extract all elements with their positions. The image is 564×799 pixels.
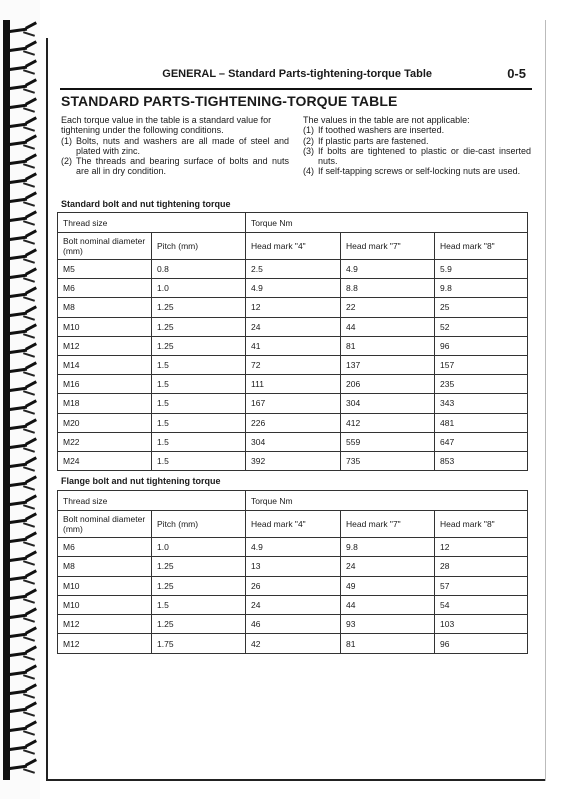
binder-coil: [7, 704, 37, 717]
binder-coil: [7, 761, 37, 774]
binder-coil: [7, 81, 37, 94]
head-mark-4-cell: 4.9: [246, 279, 341, 298]
condition-item: [61, 136, 289, 157]
binder-coil: [7, 308, 37, 321]
binder-coil: [7, 478, 37, 491]
head-mark-7-cell: 206: [341, 375, 435, 394]
column-header-row: [58, 233, 528, 260]
binder-coil: [7, 289, 37, 302]
head-mark-4-cell: 72: [246, 355, 341, 374]
binder-coil: [7, 326, 37, 339]
pitch-cell: 1.5: [152, 432, 246, 451]
bolt-diameter-cell: M6: [58, 279, 152, 298]
head-mark-8-cell: 853: [435, 451, 528, 470]
pitch-cell: 1.25: [152, 576, 246, 595]
head-mark-7-cell: 81: [341, 634, 435, 653]
head-mark-4-cell: 12: [246, 298, 341, 317]
head-mark-7-cell: 9.8: [341, 538, 435, 557]
head-mark-7-cell: 8.8: [341, 279, 435, 298]
table-row: [58, 279, 528, 298]
bolt-diameter-header: Bolt nominal diameter (mm): [58, 233, 152, 260]
binder-coil: [7, 251, 37, 264]
binder-coil: [7, 421, 37, 434]
binder-coil: [7, 402, 37, 415]
bolt-diameter-cell: M5: [58, 260, 152, 279]
binder-coil: [7, 440, 37, 453]
exception-text: If self-tapping screws or self-locking nuts are used.: [318, 166, 521, 177]
binder-coil: [7, 24, 37, 37]
bolt-diameter-cell: M8: [58, 298, 152, 317]
binder-coil: [7, 459, 37, 472]
bolt-diameter-cell: M24: [58, 451, 152, 470]
exception-number: (4): [303, 166, 314, 177]
table-row: [58, 355, 528, 374]
binder-coil: [7, 610, 37, 623]
binder-coil: [7, 270, 37, 283]
head-mark-4-cell: 26: [246, 576, 341, 595]
binder-coil: [7, 194, 37, 207]
table-row: [58, 538, 528, 557]
head-mark-8-cell: 96: [435, 634, 528, 653]
page-right-edge: [545, 20, 546, 781]
binder-coil: [7, 742, 37, 755]
binder-coil: [7, 591, 37, 604]
head-mark-7-cell: 44: [341, 317, 435, 336]
table-row: [58, 394, 528, 413]
bolt-diameter-cell: M14: [58, 355, 152, 374]
table-row: [58, 336, 528, 355]
head-mark-7-cell: 81: [341, 336, 435, 355]
binder-coil: [7, 667, 37, 680]
pitch-header: Pitch (mm): [152, 233, 246, 260]
table-row: [58, 375, 528, 394]
pitch-cell: 1.0: [152, 538, 246, 557]
table-row: [58, 298, 528, 317]
bolt-diameter-cell: M16: [58, 375, 152, 394]
binder-coil: [7, 62, 37, 75]
head-mark-8-cell: 25: [435, 298, 528, 317]
pitch-cell: 1.5: [152, 355, 246, 374]
binder-coil: [7, 232, 37, 245]
head-mark-7-cell: 137: [341, 355, 435, 374]
head-mark-8-cell: 96: [435, 336, 528, 355]
head-mark-7-cell: 559: [341, 432, 435, 451]
torque-header: Torque Nm: [246, 213, 528, 233]
binder-coil: [7, 364, 37, 377]
bolt-diameter-cell: M12: [58, 336, 152, 355]
binder-spine: [0, 0, 40, 799]
page-header: [60, 66, 532, 90]
head-mark-4-header: Head mark "4": [246, 233, 341, 260]
torque-header: Torque Nm: [246, 491, 528, 511]
table-row: [58, 576, 528, 595]
head-mark-4-cell: 304: [246, 432, 341, 451]
binder-coil: [7, 723, 37, 736]
head-mark-7-cell: 4.9: [341, 260, 435, 279]
head-mark-4-cell: 167: [246, 394, 341, 413]
head-mark-8-cell: 481: [435, 413, 528, 432]
bolt-diameter-cell: M10: [58, 317, 152, 336]
pitch-cell: 1.5: [152, 451, 246, 470]
table-row: [58, 413, 528, 432]
bolt-diameter-cell: M20: [58, 413, 152, 432]
table-row: [58, 595, 528, 614]
intro-lead: Each torque value in the table is a standard value for tightening under the following conditions.: [61, 115, 272, 136]
standard-torque-table: [57, 212, 528, 471]
head-mark-8-cell: 9.8: [435, 279, 528, 298]
column-header-row: [58, 511, 528, 538]
head-mark-8-cell: 235: [435, 375, 528, 394]
binder-coil: [7, 497, 37, 510]
head-mark-8-cell: 343: [435, 394, 528, 413]
group-header-row: [58, 213, 528, 233]
pitch-cell: 0.8: [152, 260, 246, 279]
binder-coil: [7, 572, 37, 585]
bolt-diameter-cell: M12: [58, 634, 152, 653]
thread-size-header: Thread size: [58, 491, 246, 511]
table-row: [58, 260, 528, 279]
exception-number: (3): [303, 145, 314, 156]
table-row: [58, 615, 528, 634]
page-bottom-edge: [46, 779, 546, 781]
flange-torque-table: [57, 490, 528, 654]
exception-text: If bolts are tightened to plastic or die-cast inserted nuts.: [318, 145, 531, 167]
bolt-diameter-cell: M18: [58, 394, 152, 413]
exception-number: (2): [303, 135, 314, 146]
condition-number: (2): [61, 156, 72, 167]
binder-coil: [7, 119, 37, 132]
standard-table-title: Standard bolt and nut tightening torque: [61, 199, 231, 209]
head-mark-4-cell: 41: [246, 336, 341, 355]
head-mark-4-cell: 42: [246, 634, 341, 653]
intro-lead: The values in the table are not applicable:: [303, 115, 470, 125]
exception-item: [303, 125, 531, 135]
group-header-row: [58, 491, 528, 511]
head-mark-7-header: Head mark "7": [341, 511, 435, 538]
head-mark-8-cell: 57: [435, 576, 528, 595]
page-left-edge: [46, 38, 48, 780]
page-title: STANDARD PARTS-TIGHTENING-TORQUE TABLE: [61, 93, 398, 109]
bolt-diameter-cell: M8: [58, 557, 152, 576]
binder-coil: [7, 534, 37, 547]
condition-number: (1): [61, 135, 72, 146]
pitch-cell: 1.25: [152, 317, 246, 336]
intro-conditions: [61, 115, 289, 177]
pitch-cell: 1.5: [152, 394, 246, 413]
pitch-cell: 1.5: [152, 413, 246, 432]
head-mark-7-cell: 735: [341, 451, 435, 470]
bolt-diameter-cell: M6: [58, 538, 152, 557]
head-mark-8-header: Head mark "8": [435, 233, 528, 260]
head-mark-4-header: Head mark "4": [246, 511, 341, 538]
head-mark-8-cell: 103: [435, 615, 528, 634]
head-mark-8-cell: 52: [435, 317, 528, 336]
head-mark-7-header: Head mark "7": [341, 233, 435, 260]
pitch-cell: 1.5: [152, 595, 246, 614]
binder-coil: [7, 137, 37, 150]
head-mark-8-cell: 54: [435, 595, 528, 614]
condition-text: Bolts, nuts and washers are all made of steel and plated with zinc.: [76, 135, 289, 156]
bolt-diameter-cell: M12: [58, 615, 152, 634]
head-mark-8-cell: 28: [435, 557, 528, 576]
head-mark-7-cell: 22: [341, 298, 435, 317]
table-row: [58, 432, 528, 451]
head-mark-7-cell: 24: [341, 557, 435, 576]
pitch-cell: 1.75: [152, 634, 246, 653]
head-mark-4-cell: 2.5: [246, 260, 341, 279]
head-mark-4-cell: 392: [246, 451, 341, 470]
binder-coil: [7, 156, 37, 169]
exception-item: [303, 166, 531, 176]
bolt-diameter-cell: M10: [58, 576, 152, 595]
head-mark-8-cell: 12: [435, 538, 528, 557]
pitch-cell: 1.25: [152, 557, 246, 576]
binder-coil: [7, 213, 37, 226]
head-mark-4-cell: 226: [246, 413, 341, 432]
thread-size-header: Thread size: [58, 213, 246, 233]
head-mark-8-cell: 5.9: [435, 260, 528, 279]
head-mark-7-cell: 412: [341, 413, 435, 432]
binder-coil: [7, 515, 37, 528]
condition-item: [61, 156, 289, 177]
header-section-title: GENERAL – Standard Parts-tightening-torque Table: [162, 68, 432, 80]
binder-coil: [7, 686, 37, 699]
pitch-cell: 1.25: [152, 615, 246, 634]
head-mark-4-cell: 24: [246, 595, 341, 614]
head-mark-7-cell: 49: [341, 576, 435, 595]
head-mark-7-cell: 44: [341, 595, 435, 614]
pitch-cell: 1.5: [152, 375, 246, 394]
table-row: [58, 557, 528, 576]
binder-coil: [7, 345, 37, 358]
table-row: [58, 317, 528, 336]
exception-item: [303, 136, 531, 146]
exception-item: [303, 146, 531, 167]
binder-coil: [7, 43, 37, 56]
intro-exceptions: [303, 115, 531, 177]
head-mark-8-header: Head mark "8": [435, 511, 528, 538]
binder-coil: [7, 629, 37, 642]
page-number: 0-5: [507, 66, 526, 81]
binder-coil: [7, 553, 37, 566]
bolt-diameter-header: Bolt nominal diameter (mm): [58, 511, 152, 538]
pitch-cell: 1.0: [152, 279, 246, 298]
head-mark-7-cell: 304: [341, 394, 435, 413]
head-mark-4-cell: 24: [246, 317, 341, 336]
binder-coil: [7, 383, 37, 396]
table-row: [58, 451, 528, 470]
binder-coil: [7, 100, 37, 113]
head-mark-8-cell: 157: [435, 355, 528, 374]
head-mark-4-cell: 111: [246, 375, 341, 394]
head-mark-4-cell: 46: [246, 615, 341, 634]
binder-coil: [7, 175, 37, 188]
exception-text: If toothed washers are inserted.: [318, 125, 445, 136]
pitch-cell: 1.25: [152, 298, 246, 317]
condition-text: The threads and bearing surface of bolts and nuts are all in dry condition.: [76, 156, 289, 177]
flange-table-title: Flange bolt and nut tightening torque: [61, 476, 221, 486]
pitch-cell: 1.25: [152, 336, 246, 355]
head-mark-4-cell: 13: [246, 557, 341, 576]
head-mark-7-cell: 93: [341, 615, 435, 634]
head-mark-8-cell: 647: [435, 432, 528, 451]
bolt-diameter-cell: M22: [58, 432, 152, 451]
binder-coil: [7, 648, 37, 661]
table-row: [58, 634, 528, 653]
exception-number: (1): [303, 125, 314, 136]
head-mark-4-cell: 4.9: [246, 538, 341, 557]
pitch-header: Pitch (mm): [152, 511, 246, 538]
exception-text: If plastic parts are fastened.: [318, 135, 429, 146]
bolt-diameter-cell: M10: [58, 595, 152, 614]
